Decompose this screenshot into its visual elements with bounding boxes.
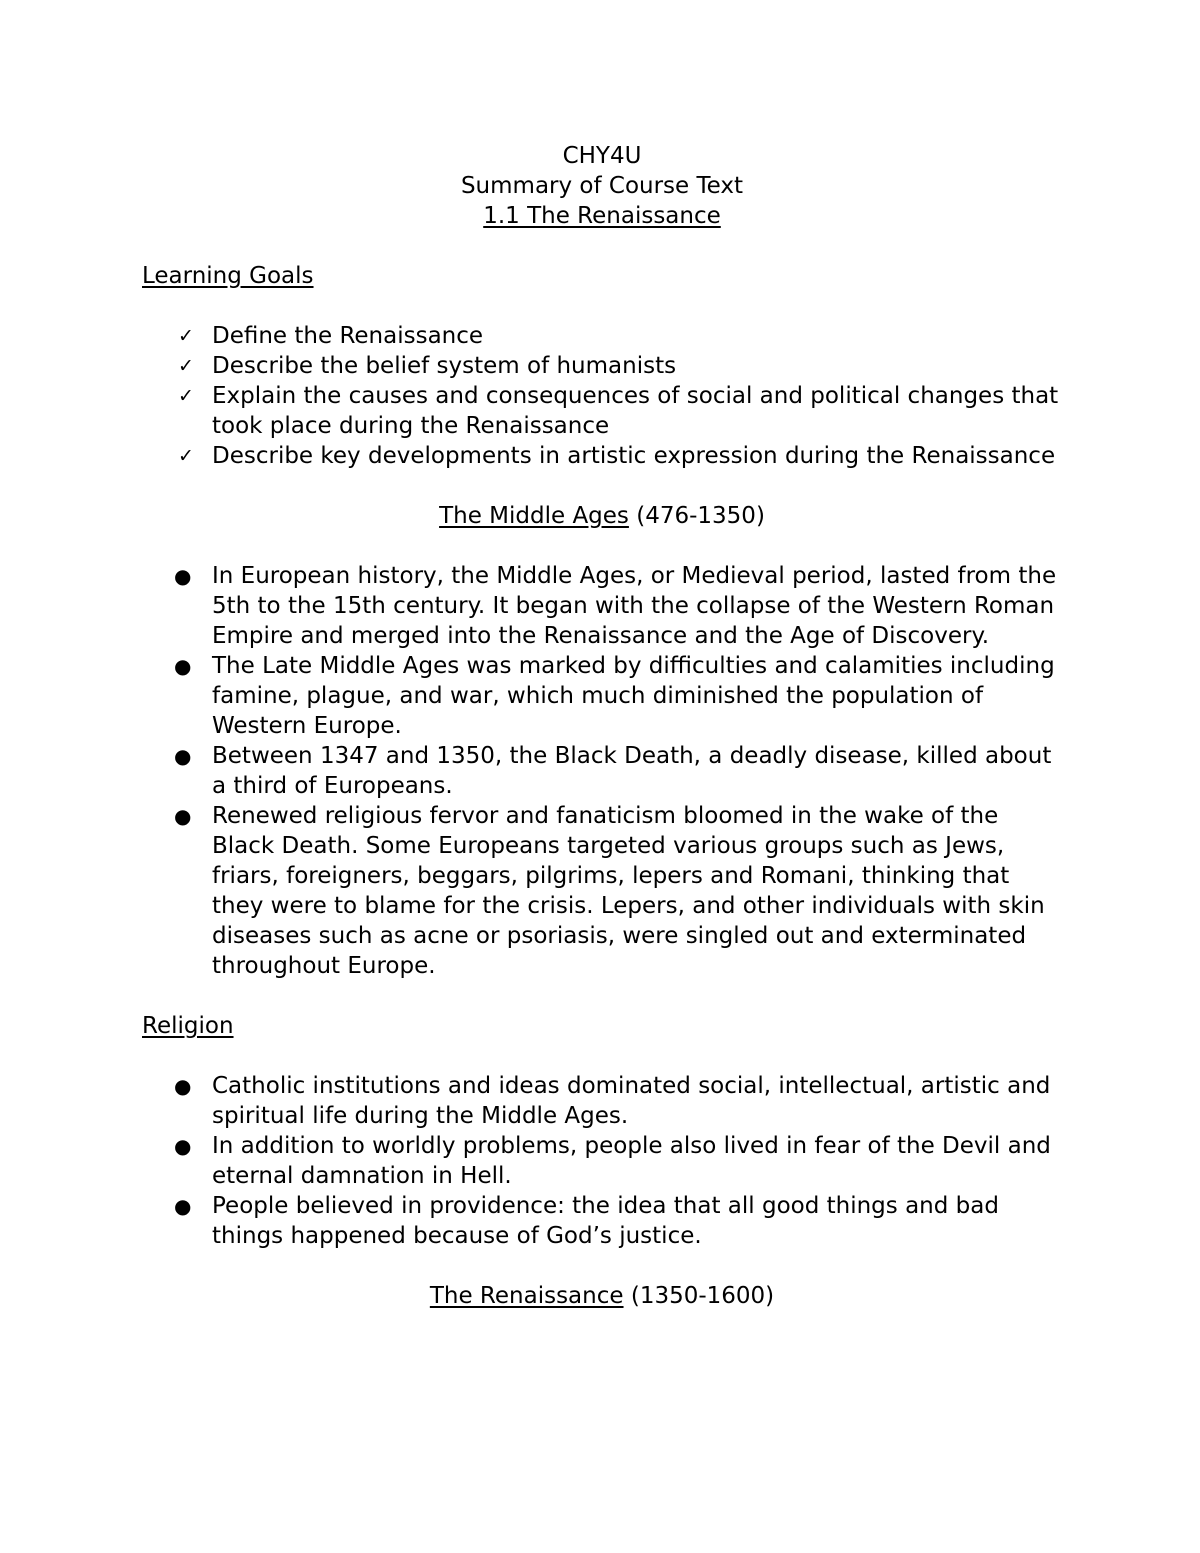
- middle-ages-dates: (476-1350): [628, 503, 765, 529]
- bullet-icon: ●: [174, 1134, 192, 1158]
- list-item: [142, 441, 1062, 471]
- spacer: [142, 231, 1062, 261]
- checkmark-icon: ✓: [178, 385, 194, 407]
- spacer: [142, 291, 1062, 321]
- bullet-icon: ●: [174, 804, 192, 828]
- religion-heading-line: [142, 1011, 1062, 1041]
- religion-list: [142, 1071, 1062, 1251]
- list-item-text: Explain the causes and consequences of social and political changes that took place during the Renaissance: [212, 383, 1059, 439]
- bullet-icon: ●: [174, 564, 192, 588]
- list-item: [142, 651, 1062, 741]
- bullet-icon: ●: [174, 1194, 192, 1218]
- renaissance-dates: (1350-1600): [623, 1283, 775, 1309]
- list-item-text: Catholic institutions and ideas dominated social, intellectual, artistic and spiritual life during the Middle Ages.: [212, 1073, 1051, 1129]
- list-item-text: Between 1347 and 1350, the Black Death, a deadly disease, killed about a third of Europeans.: [212, 743, 1052, 799]
- bullet-icon: ●: [174, 654, 192, 678]
- learning-goals-list: [142, 321, 1062, 471]
- list-item: [142, 561, 1062, 651]
- list-item-text: People believed in providence: the idea that all good things and bad things happened because of God’s justice.: [212, 1193, 999, 1249]
- middle-ages-heading: The Middle Ages: [439, 503, 629, 529]
- middle-ages-heading-line: [142, 501, 1062, 531]
- bullet-icon: ●: [174, 744, 192, 768]
- list-item-text: In European history, the Middle Ages, or Medieval period, lasted from the 5th to the 15th century. It began with the collapse of the Western Roman Empire and merged into the Renaissance and the Age of Discovery.: [212, 563, 1057, 649]
- chapter-title-line: [142, 201, 1062, 231]
- checkmark-icon: ✓: [178, 355, 194, 377]
- learning-goals-heading-line: [142, 261, 1062, 291]
- learning-goals-heading: Learning Goals: [142, 263, 314, 289]
- chapter-title: 1.1 The Renaissance: [483, 203, 721, 229]
- list-item: [142, 741, 1062, 801]
- religion-heading: Religion: [142, 1013, 234, 1039]
- list-item: [142, 1071, 1062, 1131]
- middle-ages-list: [142, 561, 1062, 981]
- course-code: CHY4U: [562, 143, 642, 169]
- list-item-text: Describe the belief system of humanists: [212, 353, 677, 379]
- list-item: [142, 381, 1062, 441]
- list-item-text: In addition to worldly problems, people also lived in fear of the Devil and eternal damnation in Hell.: [212, 1133, 1051, 1189]
- list-item-text: Describe key developments in artistic expression during the Renaissance: [212, 443, 1056, 469]
- spacer: [142, 1251, 1062, 1281]
- list-item: [142, 801, 1062, 981]
- list-item-text: Define the Renaissance: [212, 323, 484, 349]
- list-item: [142, 351, 1062, 381]
- list-item: [142, 1191, 1062, 1251]
- document-subtitle: Summary of Course Text: [460, 173, 744, 199]
- renaissance-heading-line: [142, 1281, 1062, 1311]
- spacer: [142, 531, 1062, 561]
- spacer: [142, 471, 1062, 501]
- renaissance-heading: The Renaissance: [429, 1283, 624, 1309]
- checkmark-icon: ✓: [178, 325, 194, 347]
- bullet-icon: ●: [174, 1074, 192, 1098]
- list-item: [142, 321, 1062, 351]
- checkmark-icon: ✓: [178, 445, 194, 467]
- spacer: [142, 981, 1062, 1011]
- spacer: [142, 1041, 1062, 1071]
- list-item-text: The Late Middle Ages was marked by difficulties and calamities including famine, plague, and war, which much diminished the population of Western Europe.: [212, 653, 1055, 739]
- list-item: [142, 1131, 1062, 1191]
- list-item-text: Renewed religious fervor and fanaticism bloomed in the wake of the Black Death. Some Europeans targeted various groups such as Jews, friars, foreigners, beggars, pilgrims, lepers and Romani, thinking that they were to blame for the crisis. Lepers, and other individuals with skin diseases such as acne or psoriasis, were singled out and exterminated throughout Europe.: [212, 803, 1045, 979]
- document-content: [142, 141, 1062, 1311]
